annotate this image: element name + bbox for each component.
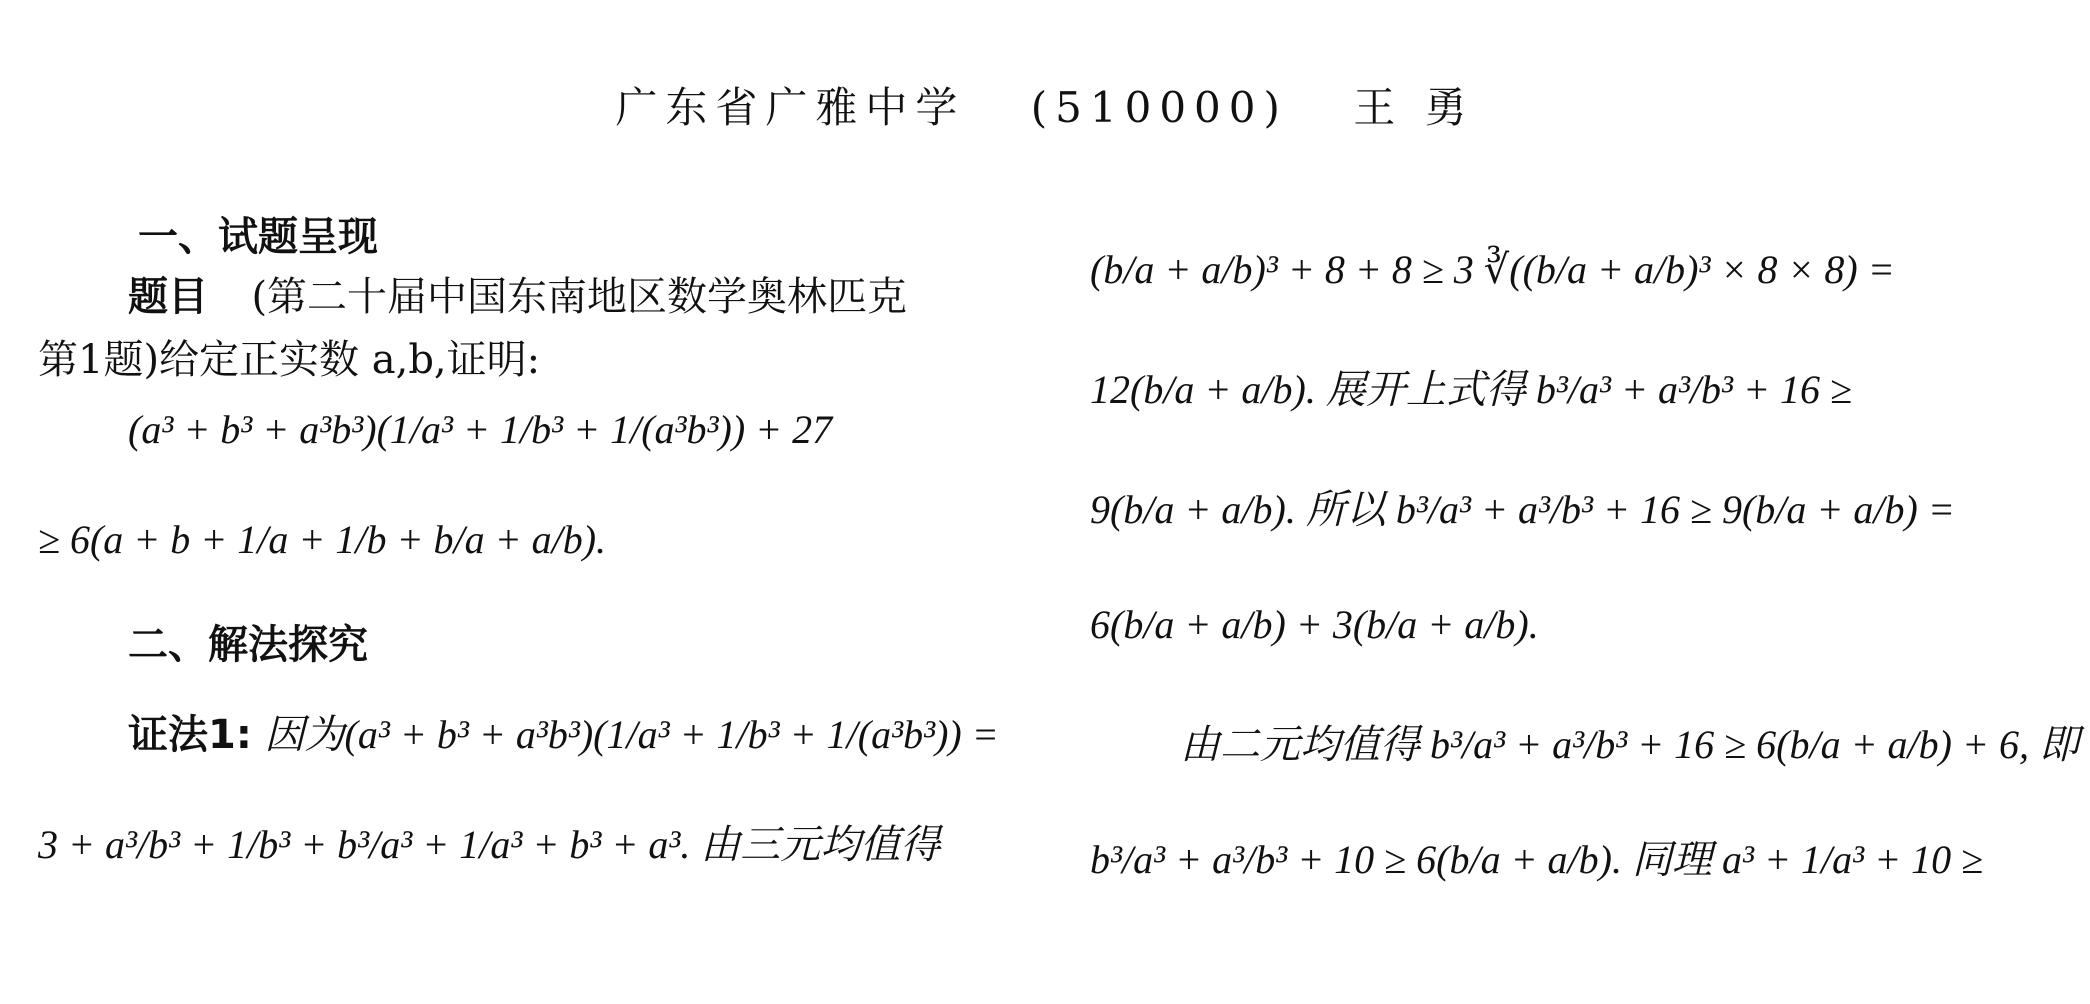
proof-line-2: 3 + a³/b³ + 1/b³ + b³/a³ + 1/a³ + b³ + a³. 由三元均值得 (38, 822, 941, 867)
section-1-title: 一、试题呈现 (138, 214, 378, 260)
problem-text-2: 第1题)给定正实数 a,b,证明: (38, 337, 541, 383)
article-header (0, 78, 2090, 138)
proof-label: 证法1: (128, 712, 252, 758)
section-2-title: 二、解法探究 (128, 622, 368, 668)
author-name: 王 勇 (1353, 83, 1475, 132)
right-line-4: 6(b/a + a/b) + 3(b/a + a/b). (1090, 602, 1539, 647)
right-line-5: 由二元均值得 b³/a³ + a³/b³ + 16 ≥ 6(b/a + a/b) + 6, 即 (1180, 722, 2079, 767)
problem-label: 题目 (128, 274, 208, 320)
school-name: 广东省广雅中学 (615, 83, 966, 132)
problem-line-1 (128, 274, 908, 320)
inequality-line-2: ≥ 6(a + b + 1/a + 1/b + b/a + a/b). (38, 517, 607, 562)
proof-text-1: 因为(a³ + b³ + a³b³)(1/a³ + 1/b³ + 1/(a³b³)) = (264, 712, 999, 757)
postal-code: (510000) (1030, 83, 1288, 132)
inequality-line-1: (a³ + b³ + a³b³)(1/a³ + 1/b³ + 1/(a³b³)) + 27 (128, 407, 833, 452)
proof-line-1 (128, 712, 999, 758)
right-line-2: 12(b/a + a/b). 展开上式得 b³/a³ + a³/b³ + 16 ≥ (1090, 367, 1852, 412)
right-line-1: (b/a + a/b)³ + 8 + 8 ≥ 3 ∛((b/a + a/b)³ × 8 × 8) = (1090, 247, 1895, 292)
right-line-6: b³/a³ + a³/b³ + 10 ≥ 6(b/a + a/b). 同理 a³ + 1/a³ + 10 ≥ (1090, 837, 1984, 882)
right-line-3: 9(b/a + a/b). 所以 b³/a³ + a³/b³ + 16 ≥ 9(b/a + a/b) = (1090, 487, 1955, 532)
problem-text-1: (第二十届中国东南地区数学奥林匹克 (251, 274, 908, 320)
